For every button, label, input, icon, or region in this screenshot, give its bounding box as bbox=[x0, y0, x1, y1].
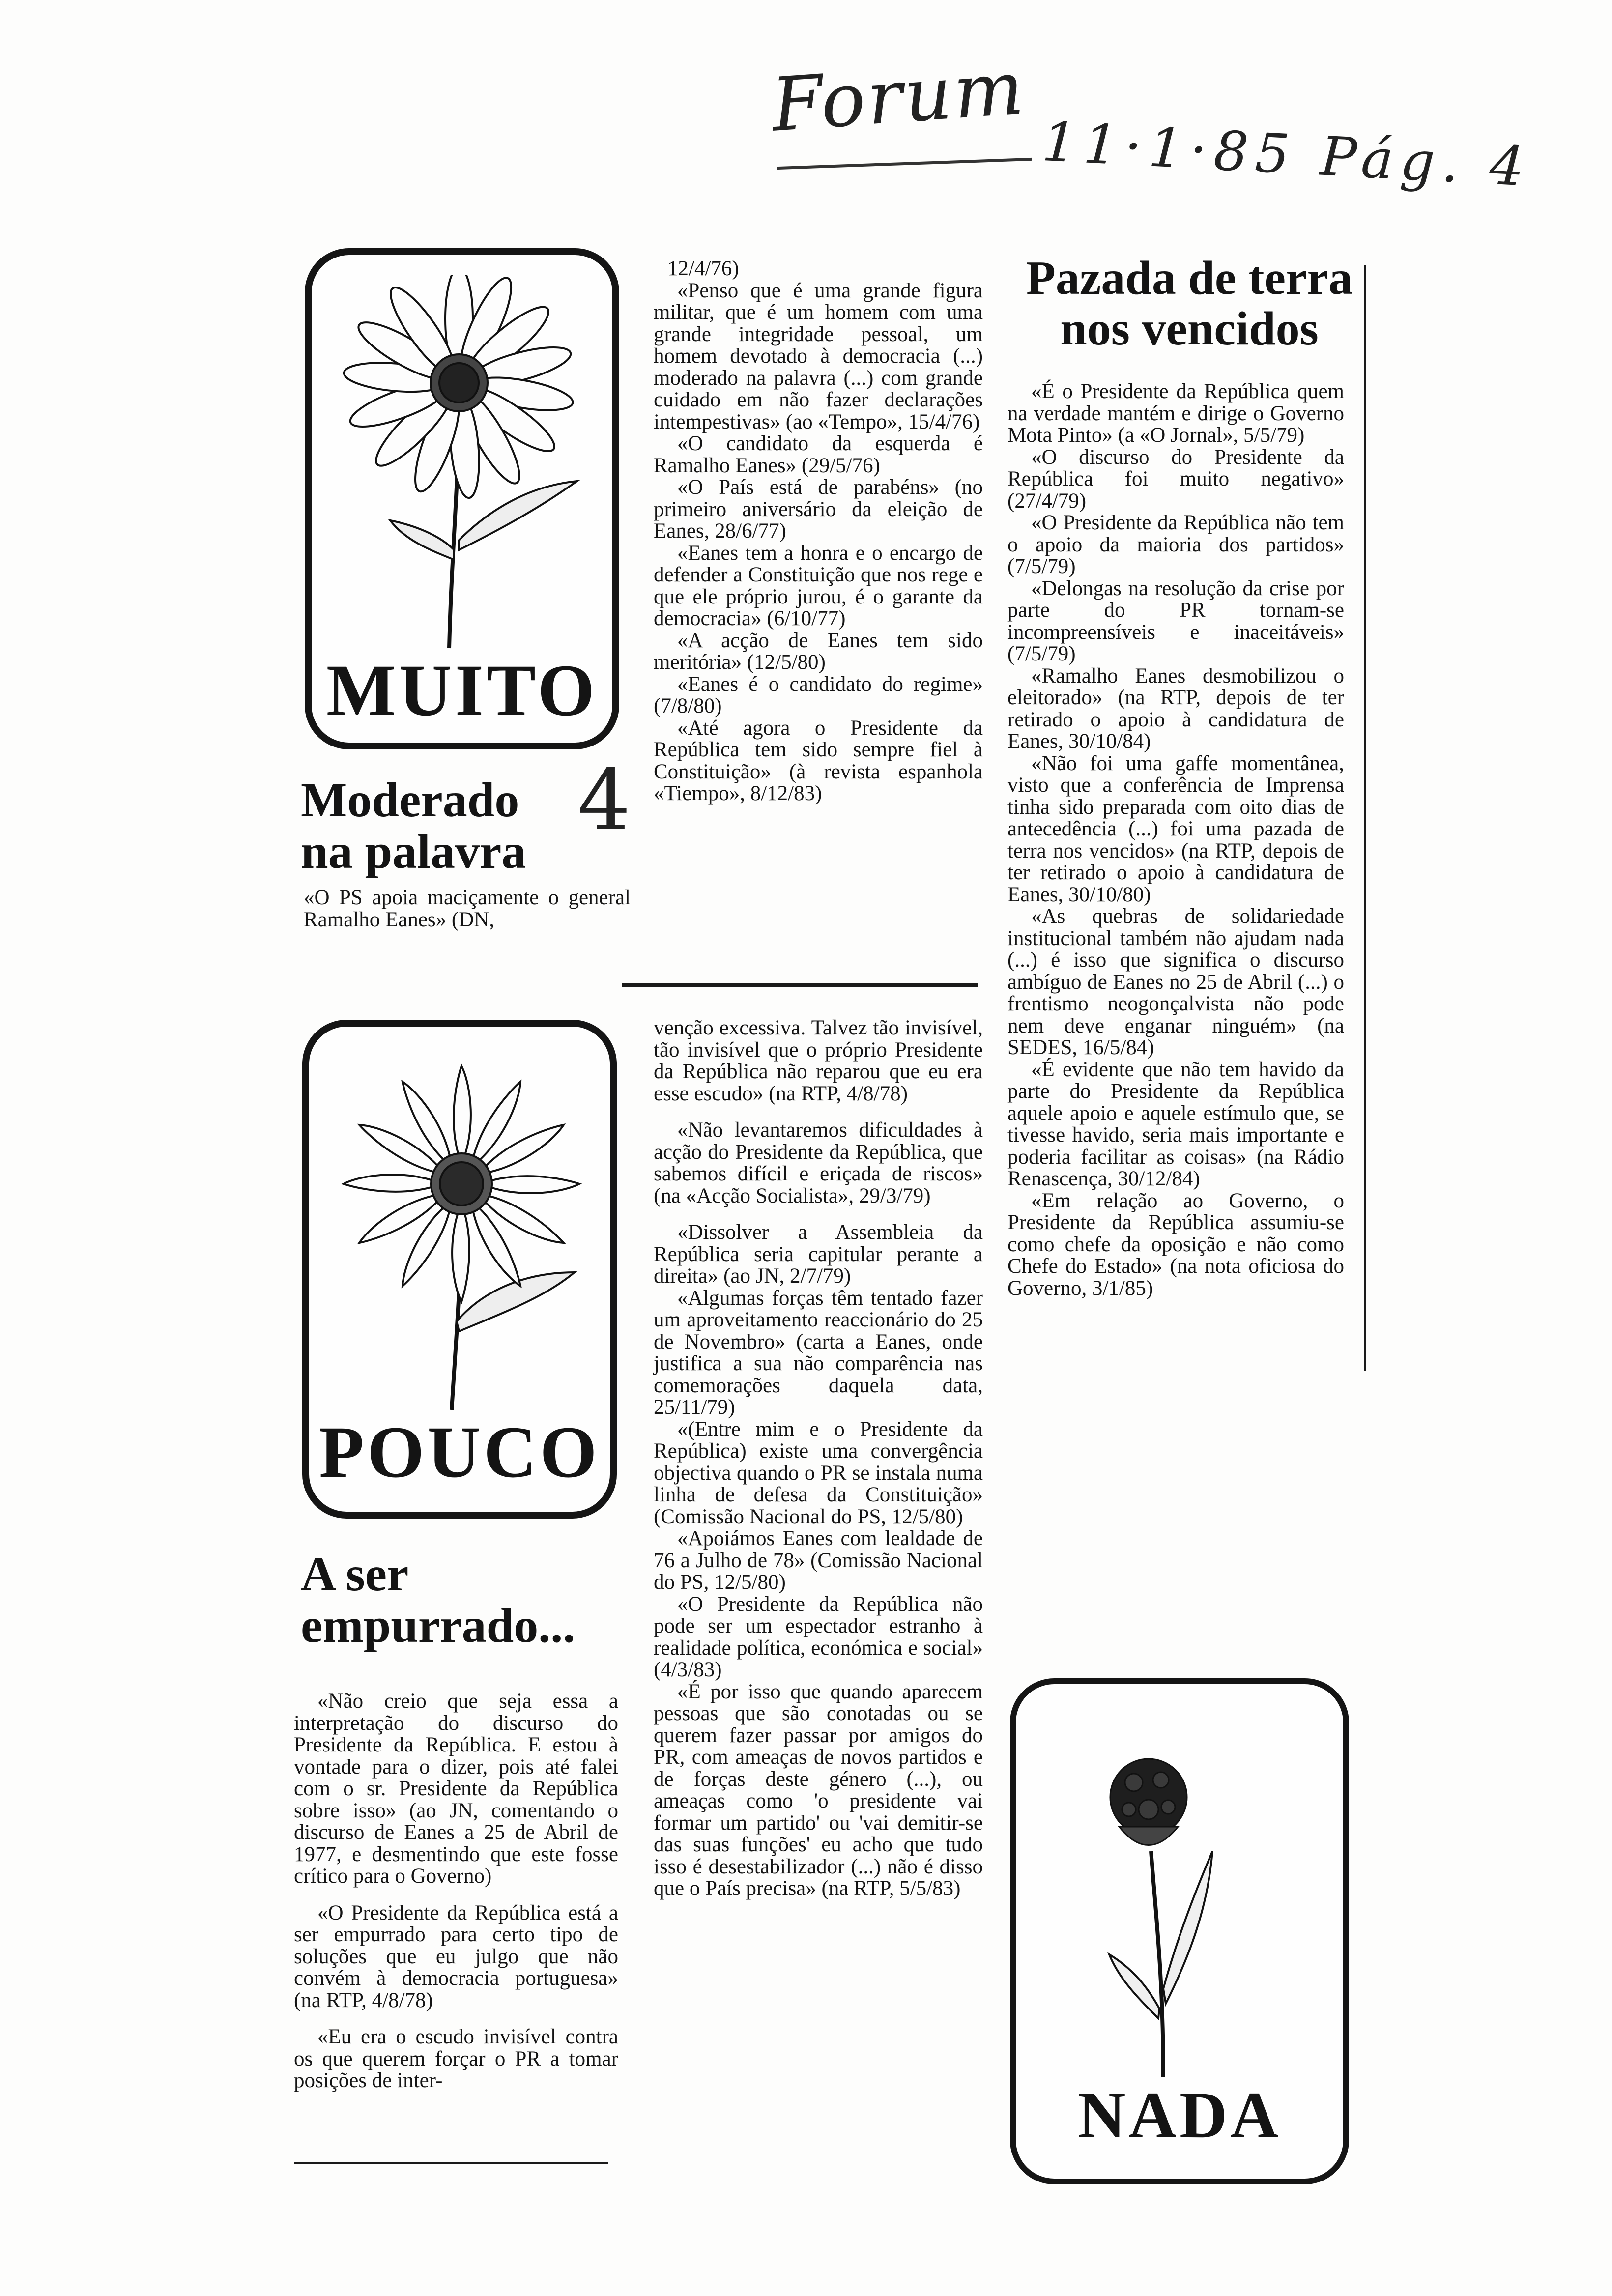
article-muito-col2 bbox=[654, 258, 983, 805]
right-column-rule bbox=[1364, 265, 1366, 1371]
paragraph: «Eanes tem a honra e o encargo de defender a Constituição que nos rege e que ele próprio jurou, é o garante da democracia» (6/10/77) bbox=[654, 541, 983, 630]
panel-nada bbox=[1010, 1678, 1349, 2184]
headline-pouco-line2: empurrado... bbox=[301, 1598, 576, 1653]
paragraph: «Apoiámos Eanes com lealdade de 76 a Julho de 78» (Comissão Nacional do PS, 12/5/80) bbox=[654, 1527, 983, 1594]
panel-pouco bbox=[302, 1020, 617, 1519]
paragraph: «É o Presidente da República quem na verdade mantém e dirige o Governo Mota Pinto» (a «O Jornal», 5/5/79) bbox=[1008, 380, 1344, 447]
paragraph: «Eu era o escudo invisível contra os que querem forçar o PR a tomar posições de inter- bbox=[294, 2025, 618, 2092]
headline-pouco-line1: A ser bbox=[301, 1547, 409, 1601]
flower-wilted-icon bbox=[1016, 1704, 1343, 2097]
paragraph: «É evidente que não tem havido da parte do Presidente da República aquele apoio e aquele estímulo que, se tivesse havido, seria mais importante e poderia facilitar as coisas» (na Rádio Renascença, 30/12/84) bbox=[1008, 1058, 1344, 1190]
paragraph: «O PS apoia maciçamente o general Ramalho Eanes» (DN, bbox=[304, 886, 631, 931]
flower-coneflower-icon bbox=[309, 1056, 610, 1420]
panel-label-pouco: POUCO bbox=[319, 1411, 600, 1493]
paragraph: «O Presidente da República está a ser empurrado para certo tipo de soluções que eu julgo que não convém à democracia portuguesa» (na RTP, 4/8/78) bbox=[294, 1901, 618, 2012]
headline-pouco bbox=[301, 1548, 645, 1651]
paragraph: venção excessiva. Talvez tão invisível, tão invisível que o próprio Presidente da República não reparou que eu era esse escudo» (na RTP, 4/8/78) bbox=[654, 1016, 983, 1105]
headline-nada-line2: nos vencidos bbox=[1060, 302, 1319, 355]
paragraph: «O Presidente da República não pode ser um espectador estranho à realidade política, económica e social» (4/3/83) bbox=[654, 1592, 983, 1681]
paragraph: «Não levantaremos dificuldades à acção do Presidente da República, que sabemos difícil e eriçada de riscos» (na «Acção Socialista», 29/3/79) bbox=[654, 1119, 983, 1207]
paragraph: «Não creio que seja essa a interpretação do discurso do Presidente da República. E estou à vontade para o dizer, pois até falei com o sr. Presidente da República sobre isso» (ao JN, comentando o discurso de Eanes a 25 de Abril de 1977, e desmentindo que este fosse crítico para o Governo) bbox=[294, 1690, 618, 1888]
article-pouco-col1 bbox=[294, 1691, 618, 2092]
paragraph: «Não foi uma gaffe momentânea, visto que a conferência de Imprensa tinha sido preparada com oito dias de antecedência (...) foi uma pazada de terra nos vencidos» (na RTP, depois de ter retirado o apoio à candidatura de Eanes, 30/10/80) bbox=[1008, 751, 1344, 906]
paragraph: «As quebras de solidariedade institucional também não ajudam nada (...) é isso que significa o discurso ambíguo de Eanes no 25 de Abril (...) o frentismo neogonçalvista não pode nem deve enganar ninguém» (na SEDES, 16/5/84) bbox=[1008, 905, 1344, 1059]
paragraph: «É por isso que quando aparecem pessoas que são conotadas ou se querem fazer passar por amigos do PR, com ameaças de novos partidos e de forças deste género (...), ou ameaças como 'o presidente vai formar um partido' ou 'vai demitir-se das suas funções' eu acho que tudo isso é desestabilizador (...) não é disso que o País precisa» (na RTP, 5/5/83) bbox=[654, 1680, 983, 1900]
headline-nada bbox=[1017, 253, 1361, 354]
paragraph: «Em relação ao Governo, o Presidente da República assumiu-se como chefe da oposição e não como Chefe do Estado» (na nota oficiosa do Governo, 3/1/85) bbox=[1008, 1189, 1344, 1300]
handwritten-margin-mark: 4 bbox=[577, 752, 631, 849]
handwritten-signature: Forum bbox=[769, 45, 1029, 148]
paragraph: «Delongas na resolução da crise por parte do PR tornam-se incompreensíveis e inaceitáveis» (7/5/79) bbox=[1008, 576, 1344, 665]
paragraph: «(Entre mim e o Presidente da República) existe uma convergência objectiva quando o PR se instala numa linha de defesa da Constituição» (Comissão Nacional do PS, 12/5/80) bbox=[654, 1417, 983, 1528]
headline-muito-line2: na palavra bbox=[301, 824, 526, 879]
paragraph: «Até agora o Presidente da República tem sido sempre fiel à Constituição» (à revista espanhola «Tiempo», 8/12/83) bbox=[654, 716, 983, 805]
column-bottom-rule bbox=[294, 2162, 608, 2164]
paragraph: «Eanes é o candidato do regime» (7/8/80) bbox=[654, 672, 983, 718]
paragraph: «Algumas forças têm tentado fazer um aproveitamento reaccionário do 25 de Novembro» (carta a Eanes, onde justifica a sua não comparência nas comemorações daquela data, 25/11/79) bbox=[654, 1286, 983, 1419]
paragraph: «Ramalho Eanes desmobilizou o eleitorado» (na RTP, depois de ter retirado o apoio à candidatura de Eanes, 30/10/84) bbox=[1008, 664, 1344, 753]
paragraph: «Penso que é uma grande figura militar, que é um homem com uma grande integridade pessoal, um homem devotado à democracia (...) moderado na palavra (...) com grande cuidado em não fazer declarações intempestivas» (ao «Tempo», 15/4/76) bbox=[654, 279, 983, 433]
panel-label-muito: MUITO bbox=[326, 650, 598, 731]
article-muito-col1 bbox=[304, 887, 631, 931]
panel-label-nada: NADA bbox=[1078, 2079, 1281, 2152]
paragraph: «O Presidente da República não tem o apoio da maioria dos partidos» (7/5/79) bbox=[1008, 511, 1344, 578]
headline-nada-line1: Pazada de terra bbox=[1026, 252, 1353, 305]
article-pouco-col2 bbox=[654, 1017, 983, 1900]
article-nada bbox=[1008, 381, 1344, 1299]
signature-underline bbox=[777, 158, 1032, 170]
paragraph: 12/4/76) bbox=[667, 257, 739, 280]
paragraph: «O discurso do Presidente da República foi muito negativo» (27/4/79) bbox=[1008, 445, 1344, 513]
paragraph: «O País está de parabéns» (no primeiro aniversário da eleição de Eanes, 28/6/77) bbox=[654, 476, 983, 543]
headline-muito-line1: Moderado bbox=[301, 773, 519, 827]
flower-daisy-icon bbox=[312, 275, 612, 658]
paragraph: «Dissolver a Assembleia da República seria capitular perante a direita» (ao JN, 2/7/79) bbox=[654, 1221, 983, 1288]
paragraph: «O candidato da esquerda é Ramalho Eanes» (29/5/76) bbox=[654, 432, 983, 477]
handwritten-date-page: 11·1·85 Pág. 4 bbox=[1040, 110, 1533, 199]
section-divider-rule bbox=[622, 983, 978, 987]
panel-muito bbox=[305, 248, 619, 749]
paragraph: «A acção de Eanes tem sido meritória» (12/5/80) bbox=[654, 629, 983, 674]
